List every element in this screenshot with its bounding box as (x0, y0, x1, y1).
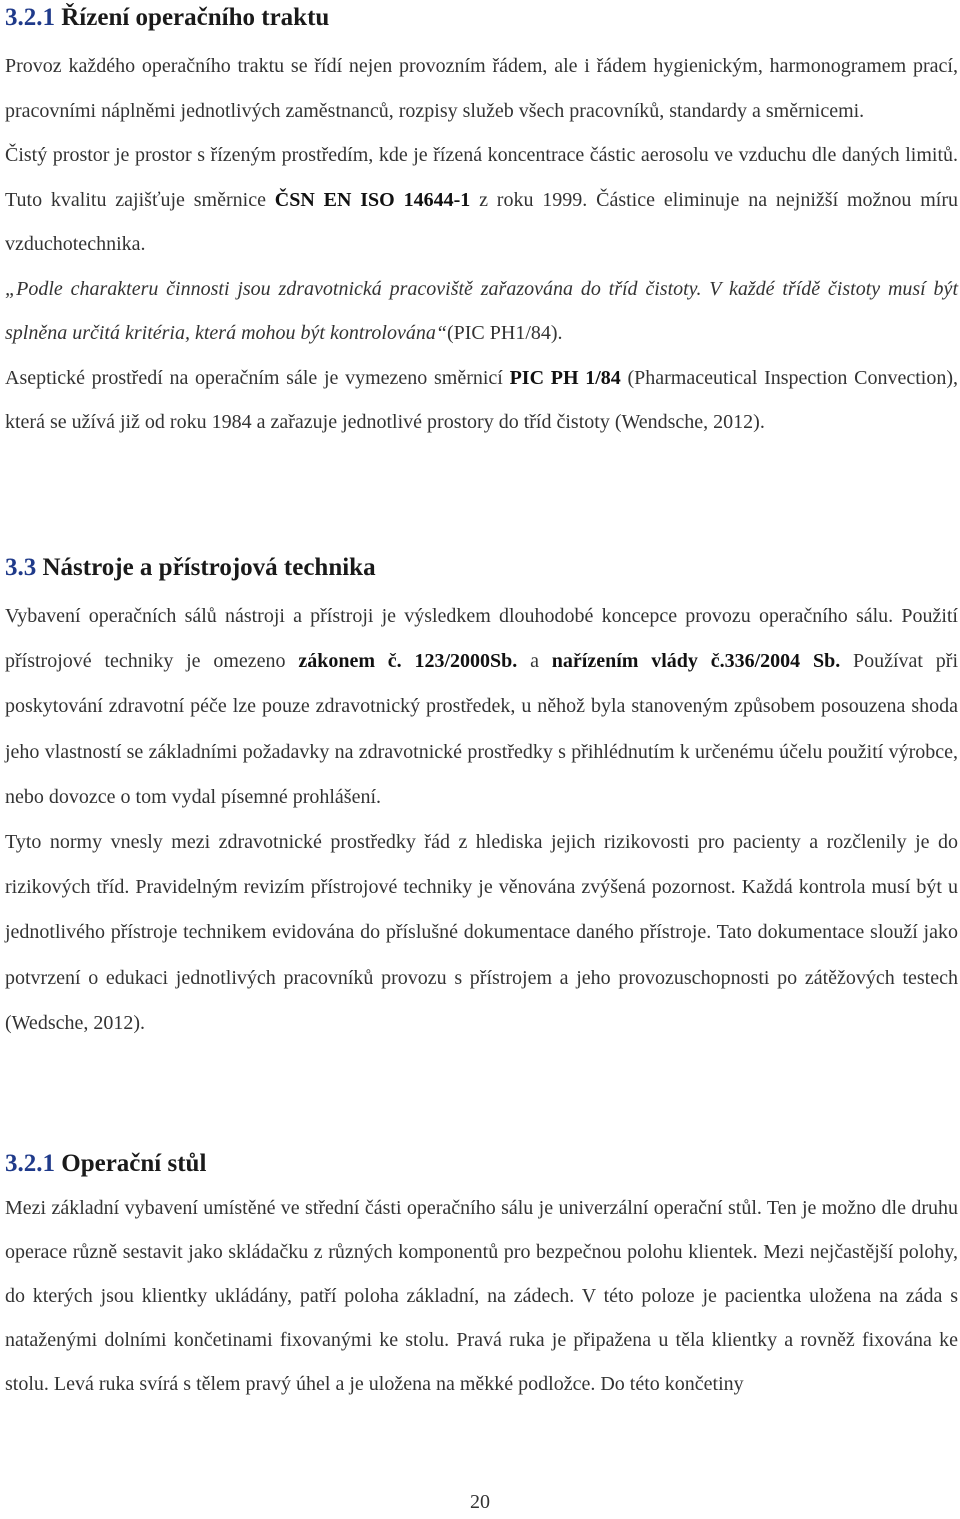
heading-text: Nástroje a přístrojová technika (42, 554, 376, 581)
section-heading-rizeni (5, 3, 329, 33)
heading-number: 3.2.1 (5, 4, 55, 31)
paragraph-text: (Pharmaceutical Inspection Convection), která se užívá již od roku 1984 a zařazuje jednotlivé prostory do tříd čistoty (Wendsche, 2012). (5, 366, 958, 433)
section-body-rizeni (5, 44, 958, 445)
law-reference: zákonem č. 123/2000Sb. (298, 650, 518, 673)
paragraph-text: Mezi základní vybavení umístěné ve střední části operačního sálu je univerzální operační stůl. Ten je možno dle druhu operace různě sestavit jako skládačku z různých komponentů pro bezpečnou polohu klientek. Mezi nejčastější polohy, do kterých jsou klientky ukládány, patří poloha základní, na zádech. V této poloze je pacientka uložena na záda s nataženými dolními končetinami fixovanými ke stolu. Pravá ruka je připažena u těla klientky a rovněž fixována ke stolu. Levá ruka svírá s tělem pravý úhel a je uložena na měkké podložce. Do této končetiny (5, 1197, 958, 1395)
paragraph (5, 356, 958, 445)
heading-number: 3.2.1 (5, 1150, 55, 1177)
paragraph-text: z roku 1999. Částice eliminuje na nejnižší možnou míru vzduchotechnika. (5, 188, 959, 255)
paragraph (5, 594, 958, 820)
section-body-nastroje (5, 594, 958, 1046)
paragraph-text: Vybavení operačních sálů nástroji a přístroji je výsledkem dlouhodobé koncepce provozu operačního sálu. Použití přístrojové techniky je omezeno (5, 605, 958, 673)
paragraph-text: Používat při poskytování zdravotní péče lze pouze zdravotnický prostředek, u něhož byla stanoveným způsobem posouzena shoda jeho vlastností se základními požadavky na zdravotnické prostředky s přihlédnutím k určenému účelu použití výrobce, nebo dovozce o tom vydal písemné prohlášení. (5, 650, 959, 808)
paragraph-text: Provoz každého operačního traktu se řídí nejen provozním řádem, ale i řádem hygienickým, harmonogramem prací, pracovními náplněmi jednotlivých zaměstnanců, rozpisy služeb všech pracovníků, standardy a směrnicemi. (5, 55, 958, 122)
section-heading-nastroje (5, 553, 376, 583)
regulation-reference: nařízením vlády č.336/2004 Sb. (551, 650, 841, 673)
paragraph (5, 820, 958, 1046)
directive-reference: PIC PH 1/84 (509, 366, 621, 389)
paragraph (5, 1186, 958, 1406)
paragraph (5, 133, 958, 267)
heading-text: Operační stůl (61, 1150, 207, 1177)
paragraph (5, 44, 958, 133)
section-heading-operacni-stul (5, 1149, 206, 1179)
page-number: 20 (470, 1491, 490, 1513)
paragraph-text: Čistý prostor je prostor s řízeným prostředím, kde je řízená koncentrace částic aerosolu ve vzduchu dle daných limitů. Tuto kvalitu zajišťuje směrnice (5, 144, 958, 211)
standard-reference: ČSN EN ISO 14644-1 (274, 188, 471, 211)
heading-text: Řízení operačního traktu (61, 4, 330, 31)
paragraph (5, 267, 958, 356)
paragraph-text: a (517, 650, 552, 673)
paragraph-text: Tyto normy vnesly mezi zdravotnické prostředky řád z hlediska jejich rizikovosti pro pacienty a rozčlenily je do rizikových tříd. Pravidelným revizím přístrojové techniky je věnována zvýšená pozornost. Každá kontrola musí být u jednotlivého přístroje technikem evidována do příslušné dokumentace daného přístroje. Tato dokumentace slouží jako potvrzení o edukaci jednotlivých pracovníků provozu s přístrojem a jeho provozuschopnosti po zátěžových testech (Wedsche, 2012). (5, 831, 958, 1034)
heading-number: 3.3 (5, 554, 37, 581)
paragraph-text: Aseptické prostředí na operačním sále je vymezeno směrnicí (5, 366, 510, 389)
section-body-operacni-stul (5, 1186, 958, 1406)
citation: (PIC PH1/84). (446, 322, 563, 344)
quote-text: „Podle charakteru činnosti jsou zdravotnická pracoviště zařazována do tříd čistoty. V každé třídě čistoty musí být splněna určitá kritéria, která mohou být kontrolována“ (5, 277, 958, 344)
